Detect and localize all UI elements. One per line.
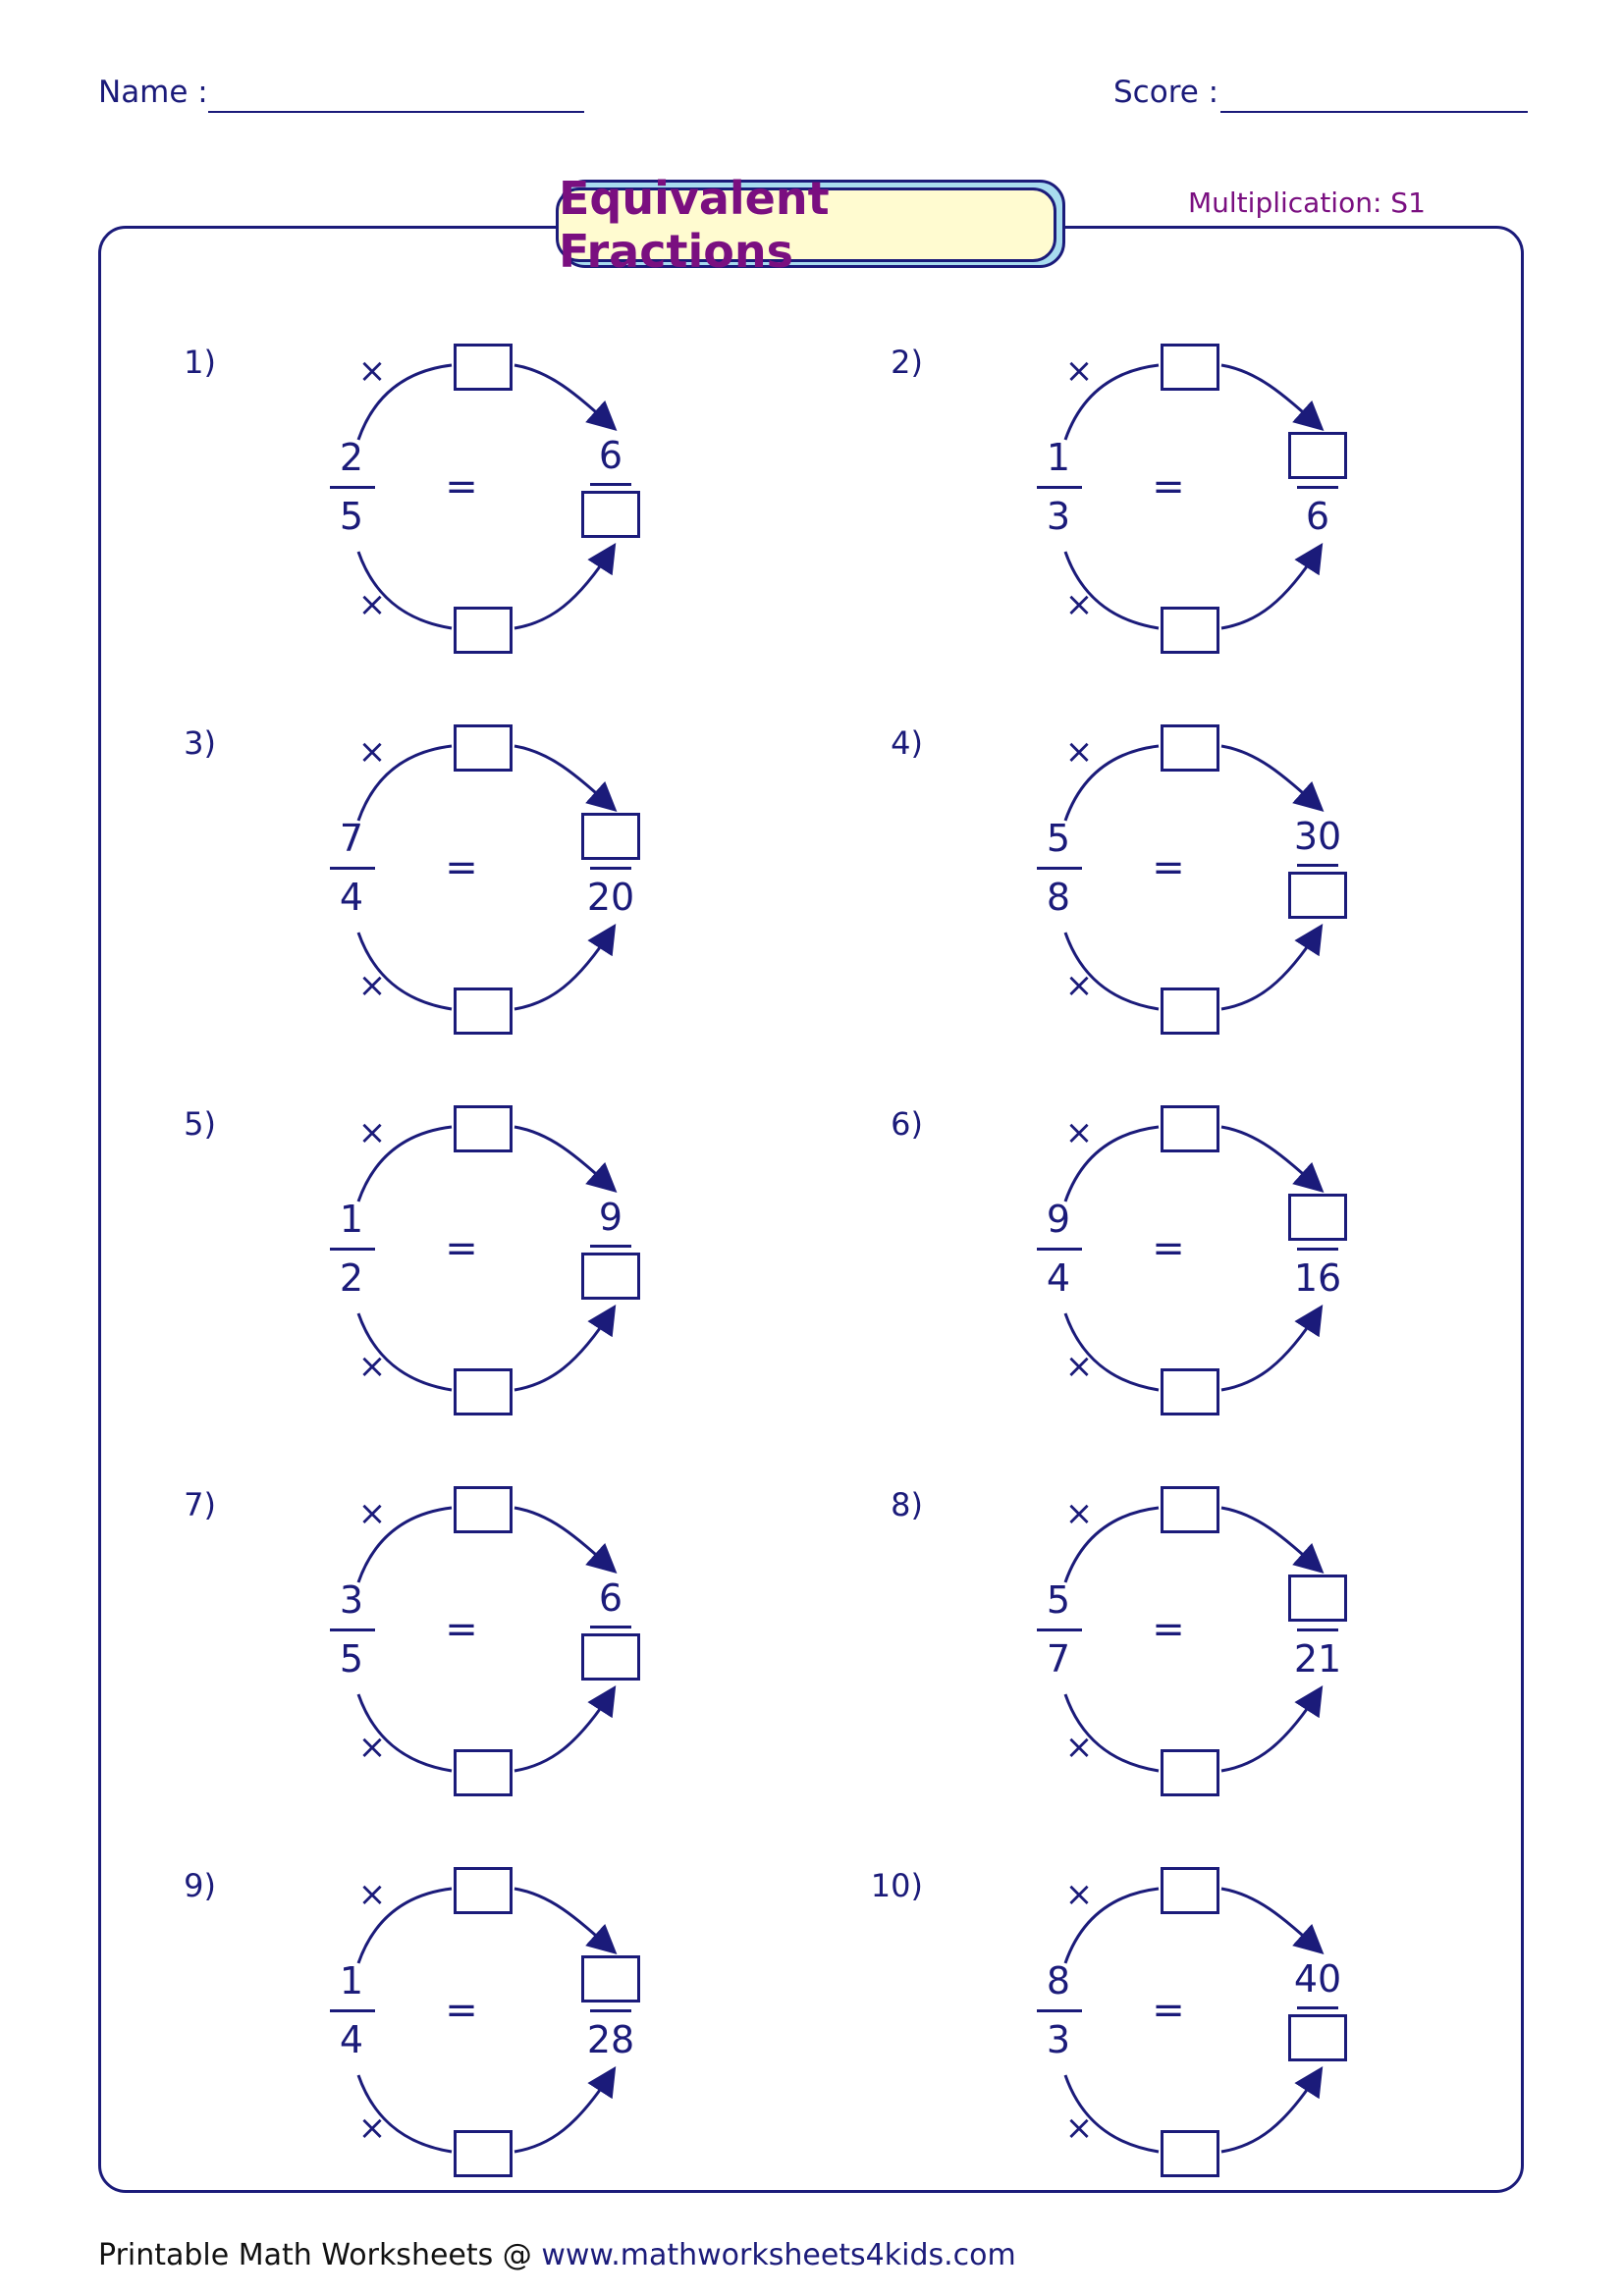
problem-10 xyxy=(844,1867,1394,2191)
bottom-multiplier-box[interactable] xyxy=(454,1749,513,1796)
name-label: Name : xyxy=(98,75,208,110)
left-denominator: 7 xyxy=(1046,1637,1071,1681)
bottom-right-arc-arrow xyxy=(514,1309,613,1390)
right-denominator: 6 xyxy=(1305,495,1330,538)
name-line[interactable] xyxy=(208,111,584,113)
left-denominator: 5 xyxy=(339,495,364,538)
left-numerator: 3 xyxy=(339,1578,364,1622)
right-fraction-bar xyxy=(590,483,631,486)
right-fraction-bar xyxy=(590,867,631,870)
left-fraction-bar xyxy=(1037,2009,1082,2012)
left-numerator: 5 xyxy=(1046,817,1071,860)
left-fraction-bar xyxy=(330,486,375,489)
top-multiplier-box[interactable] xyxy=(1161,1867,1219,1914)
left-fraction-bar xyxy=(1037,1629,1082,1631)
top-times-sign: × xyxy=(357,1113,387,1152)
right-denominator: 20 xyxy=(586,876,635,919)
left-numerator: 5 xyxy=(1046,1578,1071,1622)
problem-number: 6) xyxy=(891,1105,923,1143)
top-right-arc-arrow xyxy=(1221,1127,1320,1189)
top-multiplier-box[interactable] xyxy=(454,344,513,391)
bottom-multiplier-box[interactable] xyxy=(454,607,513,654)
answer-numerator-box[interactable] xyxy=(581,813,640,860)
left-denominator: 2 xyxy=(339,1256,364,1300)
top-right-arc-arrow xyxy=(514,1889,613,1950)
top-right-arc-arrow xyxy=(514,1508,613,1570)
left-numerator: 9 xyxy=(1046,1198,1071,1241)
problem-3 xyxy=(137,724,687,1048)
top-right-arc-arrow xyxy=(1221,746,1320,808)
left-fraction-bar xyxy=(330,1248,375,1251)
left-numerator: 1 xyxy=(339,1198,364,1241)
top-times-sign: × xyxy=(357,732,387,772)
answer-denominator-box[interactable] xyxy=(1288,872,1347,919)
problem-number: 9) xyxy=(184,1867,216,1904)
top-multiplier-box[interactable] xyxy=(454,1486,513,1533)
bottom-right-arc-arrow xyxy=(1221,548,1320,628)
left-denominator: 8 xyxy=(1046,876,1071,919)
bottom-right-arc-arrow xyxy=(514,548,613,628)
left-numerator: 8 xyxy=(1046,1959,1071,2002)
problem-4 xyxy=(844,724,1394,1048)
top-multiplier-box[interactable] xyxy=(1161,1105,1219,1152)
top-times-sign: × xyxy=(1064,351,1094,391)
worksheet-title: Equivalent Fractions xyxy=(556,187,1056,262)
bottom-right-arc-arrow xyxy=(1221,1690,1320,1771)
top-right-arc-arrow xyxy=(514,746,613,808)
top-times-sign: × xyxy=(1064,1875,1094,1914)
bottom-multiplier-box[interactable] xyxy=(1161,1749,1219,1796)
bottom-times-sign: × xyxy=(357,1728,387,1767)
bottom-right-arc-arrow xyxy=(514,1690,613,1771)
left-fraction-bar xyxy=(1037,867,1082,870)
right-fraction-bar xyxy=(1297,2006,1338,2009)
top-times-sign: × xyxy=(357,351,387,391)
bottom-times-sign: × xyxy=(357,966,387,1005)
bottom-times-sign: × xyxy=(1064,966,1094,1005)
bottom-right-arc-arrow xyxy=(1221,1309,1320,1390)
right-fraction-bar xyxy=(590,1245,631,1248)
right-numerator: 30 xyxy=(1293,815,1342,858)
left-fraction-bar xyxy=(330,1629,375,1631)
problem-number: 5) xyxy=(184,1105,216,1143)
right-fraction-bar xyxy=(590,2009,631,2012)
equals-sign: = xyxy=(445,1226,478,1271)
problem-number: 10) xyxy=(870,1867,923,1904)
right-denominator: 16 xyxy=(1293,1256,1342,1300)
answer-numerator-box[interactable] xyxy=(581,1955,640,2002)
equals-sign: = xyxy=(1152,1988,1185,2033)
bottom-times-sign: × xyxy=(357,585,387,624)
top-times-sign: × xyxy=(357,1875,387,1914)
problem-5 xyxy=(137,1105,687,1429)
score-label: Score : xyxy=(1113,75,1219,110)
score-line[interactable] xyxy=(1220,111,1528,113)
top-right-arc-arrow xyxy=(1221,1508,1320,1570)
right-fraction-bar xyxy=(1297,486,1338,489)
problem-9 xyxy=(137,1867,687,2191)
right-numerator: 40 xyxy=(1293,1957,1342,2001)
bottom-right-arc-arrow xyxy=(514,929,613,1009)
equals-sign: = xyxy=(1152,845,1185,890)
problem-1 xyxy=(137,344,687,667)
left-numerator: 7 xyxy=(339,817,364,860)
bottom-times-sign: × xyxy=(357,2109,387,2148)
right-fraction-bar xyxy=(1297,1248,1338,1251)
bottom-multiplier-box[interactable] xyxy=(1161,2130,1219,2177)
answer-numerator-box[interactable] xyxy=(1288,432,1347,479)
top-multiplier-box[interactable] xyxy=(1161,1486,1219,1533)
left-fraction-bar xyxy=(330,867,375,870)
bottom-multiplier-box[interactable] xyxy=(454,988,513,1035)
top-right-arc-arrow xyxy=(514,365,613,427)
problem-2 xyxy=(844,344,1394,667)
top-times-sign: × xyxy=(1064,732,1094,772)
bottom-multiplier-box[interactable] xyxy=(454,1368,513,1415)
left-fraction-bar xyxy=(1037,486,1082,489)
answer-denominator-box[interactable] xyxy=(581,1253,640,1300)
top-times-sign: × xyxy=(1064,1113,1094,1152)
equals-sign: = xyxy=(1152,1226,1185,1271)
right-numerator: 9 xyxy=(598,1196,623,1239)
worksheet-subtitle: Multiplication: S1 xyxy=(1188,187,1426,219)
top-right-arc-arrow xyxy=(1221,365,1320,427)
answer-denominator-box[interactable] xyxy=(581,491,640,538)
problem-number: 1) xyxy=(184,344,216,381)
left-denominator: 3 xyxy=(1046,2018,1071,2061)
left-denominator: 4 xyxy=(339,2018,364,2061)
equals-sign: = xyxy=(1152,1607,1185,1652)
problem-7 xyxy=(137,1486,687,1810)
top-multiplier-box[interactable] xyxy=(454,1105,513,1152)
left-numerator: 1 xyxy=(1046,436,1071,479)
bottom-right-arc-arrow xyxy=(514,2071,613,2152)
bottom-multiplier-box[interactable] xyxy=(1161,607,1219,654)
right-fraction-bar xyxy=(590,1626,631,1629)
top-times-sign: × xyxy=(1064,1494,1094,1533)
bottom-times-sign: × xyxy=(1064,1347,1094,1386)
left-fraction-bar xyxy=(1037,1248,1082,1251)
left-denominator: 4 xyxy=(1046,1256,1071,1300)
problem-number: 7) xyxy=(184,1486,216,1523)
right-numerator: 6 xyxy=(598,434,623,477)
left-denominator: 4 xyxy=(339,876,364,919)
right-fraction-bar xyxy=(1297,1629,1338,1631)
equals-sign: = xyxy=(445,1988,478,2033)
right-denominator: 28 xyxy=(586,2018,635,2061)
bottom-multiplier-box[interactable] xyxy=(1161,988,1219,1035)
footer-url[interactable]: www.mathworksheets4kids.com xyxy=(541,2238,1016,2272)
top-multiplier-box[interactable] xyxy=(1161,344,1219,391)
problem-number: 2) xyxy=(891,344,923,381)
bottom-times-sign: × xyxy=(1064,1728,1094,1767)
problem-8 xyxy=(844,1486,1394,1810)
equals-sign: = xyxy=(445,845,478,890)
right-denominator: 21 xyxy=(1293,1637,1342,1681)
top-right-arc-arrow xyxy=(514,1127,613,1189)
answer-denominator-box[interactable] xyxy=(1288,2014,1347,2061)
bottom-times-sign: × xyxy=(1064,585,1094,624)
bottom-multiplier-box[interactable] xyxy=(454,2130,513,2177)
left-numerator: 1 xyxy=(339,1959,364,2002)
bottom-right-arc-arrow xyxy=(1221,929,1320,1009)
top-multiplier-box[interactable] xyxy=(454,724,513,772)
right-fraction-bar xyxy=(1297,864,1338,867)
answer-numerator-box[interactable] xyxy=(1288,1575,1347,1622)
problem-number: 8) xyxy=(891,1486,923,1523)
equals-sign: = xyxy=(445,464,478,509)
bottom-times-sign: × xyxy=(1064,2109,1094,2148)
bottom-right-arc-arrow xyxy=(1221,2071,1320,2152)
footer xyxy=(98,2238,1016,2272)
bottom-times-sign: × xyxy=(357,1347,387,1386)
equals-sign: = xyxy=(445,1607,478,1652)
answer-denominator-box[interactable] xyxy=(581,1633,640,1681)
right-numerator: 6 xyxy=(598,1576,623,1620)
equals-sign: = xyxy=(1152,464,1185,509)
top-right-arc-arrow xyxy=(1221,1889,1320,1950)
problem-6 xyxy=(844,1105,1394,1429)
top-multiplier-box[interactable] xyxy=(1161,724,1219,772)
left-denominator: 3 xyxy=(1046,495,1071,538)
footer-text: Printable Math Worksheets @ xyxy=(98,2238,542,2272)
problem-number: 4) xyxy=(891,724,923,762)
answer-numerator-box[interactable] xyxy=(1288,1194,1347,1241)
top-multiplier-box[interactable] xyxy=(454,1867,513,1914)
problem-number: 3) xyxy=(184,724,216,762)
left-fraction-bar xyxy=(330,2009,375,2012)
left-numerator: 2 xyxy=(339,436,364,479)
left-denominator: 5 xyxy=(339,1637,364,1681)
top-times-sign: × xyxy=(357,1494,387,1533)
bottom-multiplier-box[interactable] xyxy=(1161,1368,1219,1415)
